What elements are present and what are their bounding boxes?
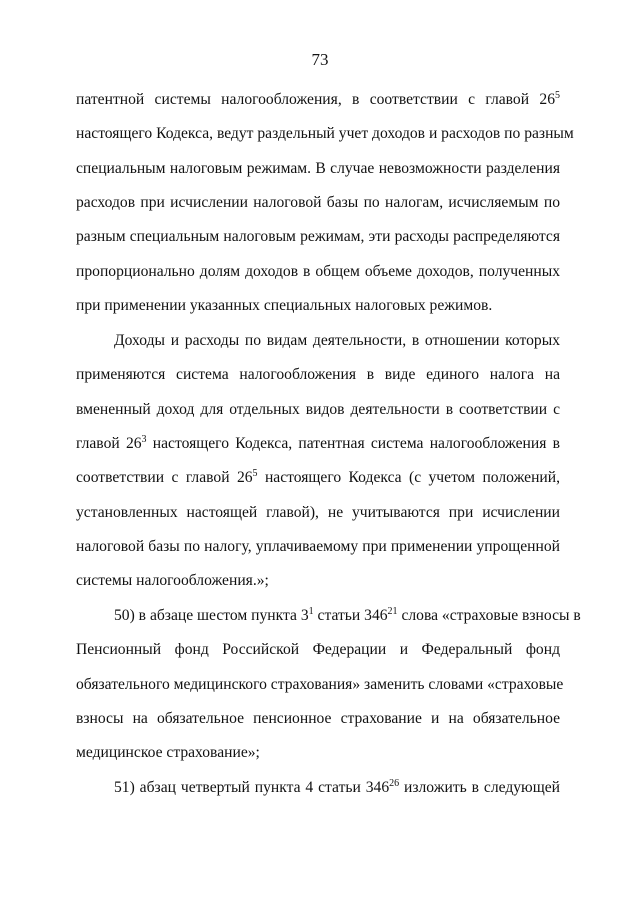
chapter-superscript: 5: [252, 468, 258, 480]
text-line: разным специальным налоговым режимам, эти расходы распределяются: [76, 228, 560, 246]
text-line: вмененный доход для отдельных видов деятельности в соответствии с: [76, 400, 560, 418]
text-line: при применении указанных специальных налоговых режимов.: [76, 297, 493, 315]
text-line: пропорционально долям доходов в общем объеме доходов, полученных: [76, 262, 560, 280]
text-line: главой $26^3$ настоящего Кодекса, патентная система налогообложения в: [76, 434, 560, 453]
chapter-superscript: 5: [555, 90, 560, 101]
page-number: 73: [311, 50, 329, 69]
text-line: обязательного медицинского страхования» заменить словами «страховые: [76, 675, 564, 693]
text-line: 50) в абзаце шестом пункта $3^1$ статьи $346^{21}$ слова «страховые взносы в: [114, 606, 581, 624]
text-line: 51) абзац четвертый пункта 4 статьи $346^{26}$ изложить в следующей: [114, 778, 560, 796]
paragraph-item-50: [76, 606, 581, 778]
text-line: применяются система налогообложения в виде единого налога на: [76, 366, 560, 384]
text-line: установленных настоящей главой), не учитываются при исчислении: [76, 503, 560, 521]
article-superscript: 21: [387, 606, 398, 617]
text-line: расходов при исчислении налоговой базы по налогам, исчисляемым по: [76, 194, 560, 212]
paragraph-income-expenses: [76, 331, 560, 606]
paragraph-continued: [76, 90, 574, 330]
paragraph-item-51: [76, 778, 560, 812]
text-line: настоящего Кодекса, ведут раздельный учет доходов и расходов по разным: [76, 125, 574, 143]
article-superscript: 26: [389, 778, 400, 789]
text-line: Пенсионный фонд Российской Федерации и Федеральный фонд: [76, 641, 560, 659]
text-line: взносы на обязательное пенсионное страхование и на обязательное: [76, 710, 560, 728]
chapter-superscript: 3: [141, 434, 147, 446]
point-superscript: 1: [308, 606, 314, 617]
text-line: патентной системы налогообложения, в соответствии с главой $26^5$: [76, 90, 560, 108]
text-line: Доходы и расходы по видам деятельности, в отношении которых: [114, 332, 560, 349]
text-line: медицинское страхование»;: [76, 744, 260, 762]
text-line: системы налогообложения.»;: [76, 572, 269, 590]
text-line: специальным налоговым режимам. В случае невозможности разделения: [76, 159, 560, 177]
text-line: соответствии с главой $26^5$ настоящего Кодекса (с учетом положений,: [76, 468, 560, 487]
text-line: налоговой базы по налогу, уплачиваемому при применении упрощенной: [76, 538, 560, 556]
